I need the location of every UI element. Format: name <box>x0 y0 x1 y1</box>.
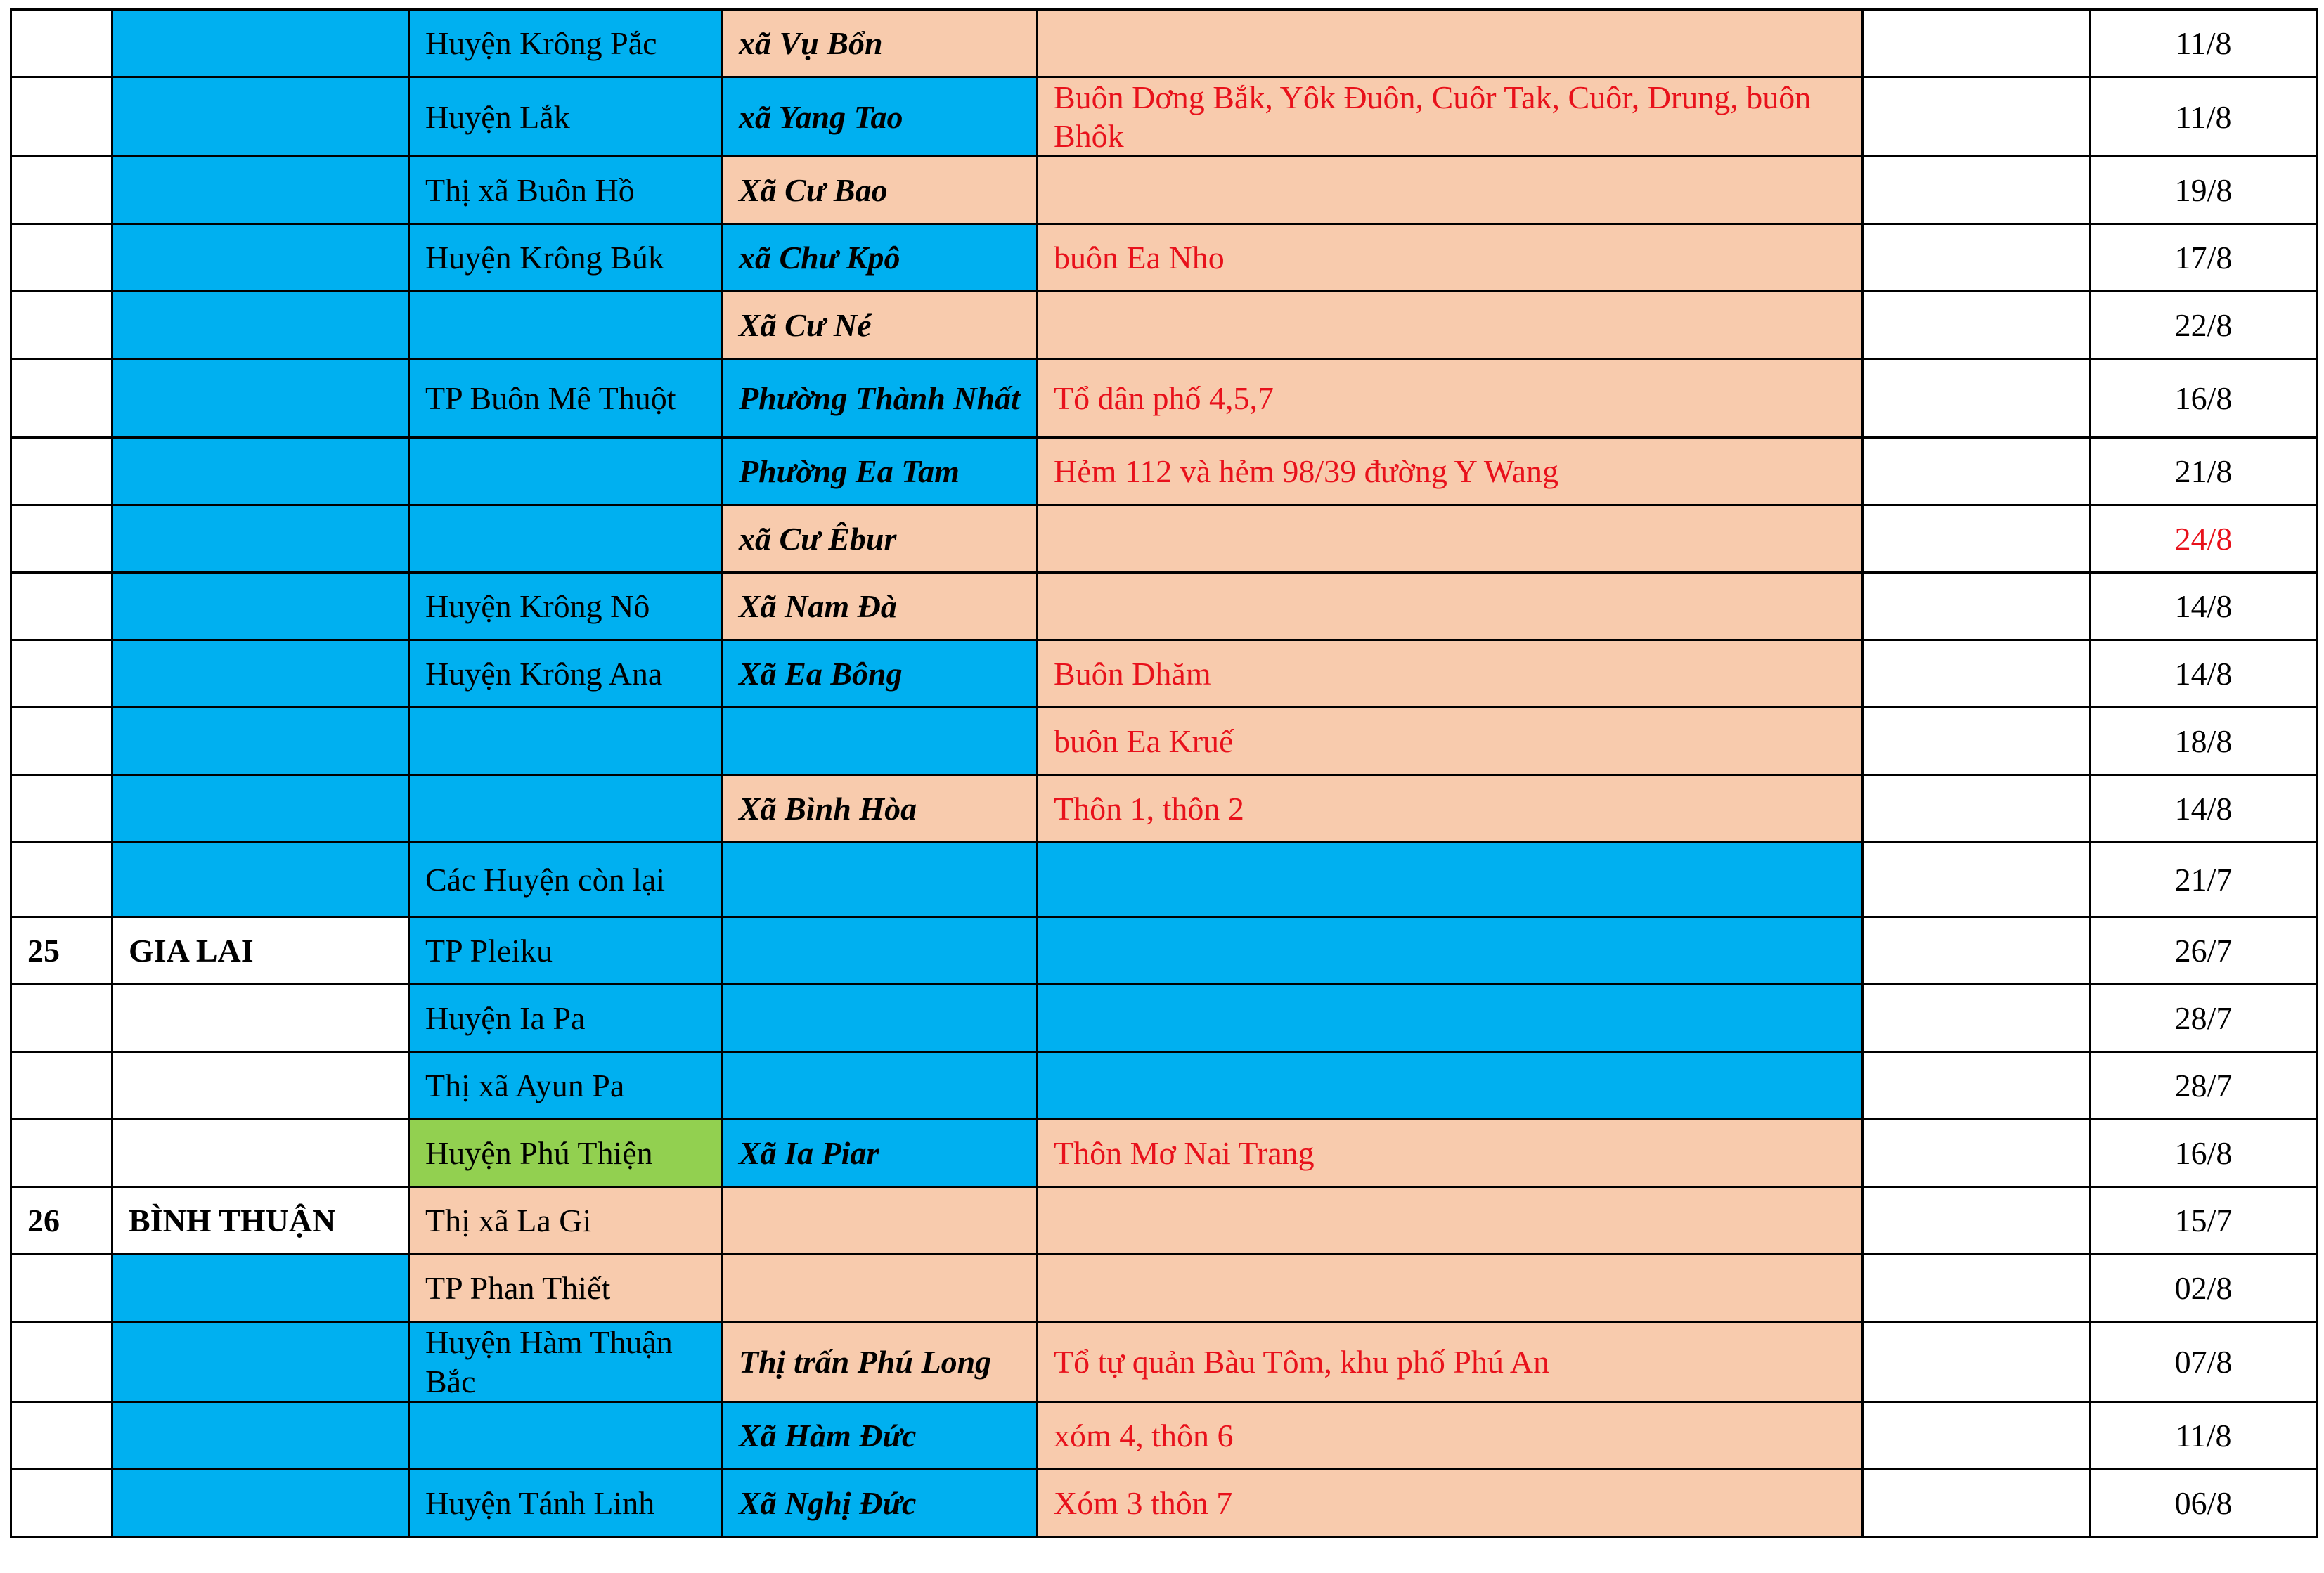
ward-cell <box>723 843 1038 917</box>
empty-cell <box>1863 359 2091 438</box>
area-cell: Buôn Dơng Bắk, Yôk Đuôn, Cuôr Tak, Cuôr, Drung, buôn Bhôk <box>1038 77 1863 157</box>
date-cell: 16/8 <box>2091 1120 2317 1187</box>
area-cell <box>1038 843 1863 917</box>
area-cell <box>1038 573 1863 640</box>
empty-cell <box>1863 1052 2091 1120</box>
district-cell <box>409 1402 723 1469</box>
province-cell <box>112 359 409 438</box>
table-row <box>11 1469 2317 1536</box>
area-cell <box>1038 917 1863 985</box>
ward-cell <box>723 1255 1038 1322</box>
table-row <box>11 708 2317 775</box>
empty-cell <box>1863 1322 2091 1402</box>
empty-cell <box>1863 1402 2091 1469</box>
area-cell <box>1038 985 1863 1052</box>
stt-cell: 26 <box>11 1187 112 1255</box>
table-row <box>11 1052 2317 1120</box>
district-cell <box>409 708 723 775</box>
district-cell <box>409 775 723 843</box>
province-cell <box>112 505 409 573</box>
table-row <box>11 1402 2317 1469</box>
province-cell <box>112 1322 409 1402</box>
province-cell <box>112 1052 409 1120</box>
ward-cell <box>723 917 1038 985</box>
ward-cell: Xã Bình Hòa <box>723 775 1038 843</box>
district-cell: Thị xã Ayun Pa <box>409 1052 723 1120</box>
province-cell <box>112 224 409 292</box>
empty-cell <box>1863 77 2091 157</box>
table-row <box>11 224 2317 292</box>
table-row <box>11 917 2317 985</box>
table-row <box>11 573 2317 640</box>
stt-cell <box>11 438 112 505</box>
date-cell: 07/8 <box>2091 1322 2317 1402</box>
date-cell: 28/7 <box>2091 985 2317 1052</box>
area-cell <box>1038 1187 1863 1255</box>
date-cell: 11/8 <box>2091 77 2317 157</box>
province-cell <box>112 775 409 843</box>
ward-cell: xã Vụ Bổn <box>723 10 1038 77</box>
stt-cell <box>11 224 112 292</box>
empty-cell <box>1863 1255 2091 1322</box>
empty-cell <box>1863 775 2091 843</box>
area-cell: Thôn 1, thôn 2 <box>1038 775 1863 843</box>
ward-cell: Xã Hàm Đức <box>723 1402 1038 1469</box>
province-cell: GIA LAI <box>112 917 409 985</box>
ward-cell: Xã Cư Né <box>723 292 1038 359</box>
province-cell <box>112 985 409 1052</box>
date-cell: 21/7 <box>2091 843 2317 917</box>
district-cell: TP Phan Thiết <box>409 1255 723 1322</box>
district-cell: Huyện Krông Búk <box>409 224 723 292</box>
table-row <box>11 640 2317 708</box>
ward-cell: Thị trấn Phú Long <box>723 1322 1038 1402</box>
district-cell: Thị xã La Gi <box>409 1187 723 1255</box>
province-cell <box>112 1469 409 1536</box>
area-cell: Buôn Dhăm <box>1038 640 1863 708</box>
province-cell <box>112 1402 409 1469</box>
stt-cell <box>11 775 112 843</box>
stt-cell <box>11 359 112 438</box>
province-cell <box>112 843 409 917</box>
empty-cell <box>1863 1469 2091 1536</box>
table-row <box>11 505 2317 573</box>
area-cell <box>1038 292 1863 359</box>
date-cell: 14/8 <box>2091 775 2317 843</box>
table-row <box>11 438 2317 505</box>
stt-cell <box>11 708 112 775</box>
date-cell: 17/8 <box>2091 224 2317 292</box>
area-cell: buôn Ea Nho <box>1038 224 1863 292</box>
date-cell: 18/8 <box>2091 708 2317 775</box>
empty-cell <box>1863 505 2091 573</box>
district-cell: Thị xã Buôn Hồ <box>409 157 723 224</box>
ward-cell: Phường Thành Nhất <box>723 359 1038 438</box>
table-row <box>11 1187 2317 1255</box>
table-row <box>11 77 2317 157</box>
stt-cell <box>11 843 112 917</box>
province-cell <box>112 640 409 708</box>
empty-cell <box>1863 1187 2091 1255</box>
date-cell: 26/7 <box>2091 917 2317 985</box>
ward-cell: Phường Ea Tam <box>723 438 1038 505</box>
ward-cell <box>723 985 1038 1052</box>
empty-cell <box>1863 438 2091 505</box>
stt-cell <box>11 1402 112 1469</box>
ward-cell: Xã Cư Bao <box>723 157 1038 224</box>
province-cell <box>112 708 409 775</box>
ward-cell <box>723 1052 1038 1120</box>
covid-zone-table <box>10 8 2318 1538</box>
empty-cell <box>1863 292 2091 359</box>
date-cell: 16/8 <box>2091 359 2317 438</box>
stt-cell <box>11 1120 112 1187</box>
district-cell: Huyện Phú Thiện <box>409 1120 723 1187</box>
empty-cell <box>1863 10 2091 77</box>
table-row <box>11 1322 2317 1402</box>
province-cell <box>112 1255 409 1322</box>
district-cell: Các Huyện còn lại <box>409 843 723 917</box>
stt-cell <box>11 573 112 640</box>
empty-cell <box>1863 985 2091 1052</box>
stt-cell <box>11 505 112 573</box>
ward-cell: xã Cư Êbur <box>723 505 1038 573</box>
district-cell <box>409 505 723 573</box>
empty-cell <box>1863 640 2091 708</box>
province-cell: BÌNH THUẬN <box>112 1187 409 1255</box>
area-cell <box>1038 157 1863 224</box>
district-cell: TP Buôn Mê Thuột <box>409 359 723 438</box>
empty-cell <box>1863 1120 2091 1187</box>
ward-cell: Xã Nam Đà <box>723 573 1038 640</box>
area-cell <box>1038 505 1863 573</box>
date-cell: 11/8 <box>2091 1402 2317 1469</box>
district-cell <box>409 292 723 359</box>
ward-cell: Xã Ea Bông <box>723 640 1038 708</box>
ward-cell: xã Yang Tao <box>723 77 1038 157</box>
stt-cell <box>11 77 112 157</box>
table-row <box>11 775 2317 843</box>
ward-cell: Xã Ia Piar <box>723 1120 1038 1187</box>
district-cell: Huyện Lắk <box>409 77 723 157</box>
table-row <box>11 1120 2317 1187</box>
province-cell <box>112 10 409 77</box>
stt-cell <box>11 1052 112 1120</box>
district-cell <box>409 438 723 505</box>
table-row <box>11 985 2317 1052</box>
area-cell: Xóm 3 thôn 7 <box>1038 1469 1863 1536</box>
ward-cell <box>723 708 1038 775</box>
area-cell: buôn Ea Kruế <box>1038 708 1863 775</box>
date-cell: 19/8 <box>2091 157 2317 224</box>
area-cell <box>1038 10 1863 77</box>
stt-cell: 25 <box>11 917 112 985</box>
district-cell: Huyện Krông Pắc <box>409 10 723 77</box>
ward-cell: xã Chư Kpô <box>723 224 1038 292</box>
area-cell: Tổ dân phố 4,5,7 <box>1038 359 1863 438</box>
province-cell <box>112 77 409 157</box>
date-cell: 02/8 <box>2091 1255 2317 1322</box>
district-cell: Huyện Ia Pa <box>409 985 723 1052</box>
empty-cell <box>1863 917 2091 985</box>
stt-cell <box>11 985 112 1052</box>
area-cell: Tổ tự quản Bàu Tôm, khu phố Phú An <box>1038 1322 1863 1402</box>
district-cell: Huyện Hàm Thuận Bắc <box>409 1322 723 1402</box>
area-cell <box>1038 1052 1863 1120</box>
empty-cell <box>1863 224 2091 292</box>
district-cell: Huyện Tánh Linh <box>409 1469 723 1536</box>
ward-cell <box>723 1187 1038 1255</box>
district-cell: TP Pleiku <box>409 917 723 985</box>
area-cell: Thôn Mơ Nai Trang <box>1038 1120 1863 1187</box>
province-cell <box>112 438 409 505</box>
table-row <box>11 359 2317 438</box>
area-cell <box>1038 1255 1863 1322</box>
date-cell: 06/8 <box>2091 1469 2317 1536</box>
area-cell: Hẻm 112 và hẻm 98/39 đường Y Wang <box>1038 438 1863 505</box>
province-cell <box>112 292 409 359</box>
table-row <box>11 843 2317 917</box>
empty-cell <box>1863 573 2091 640</box>
district-cell: Huyện Krông Ana <box>409 640 723 708</box>
province-cell <box>112 573 409 640</box>
stt-cell <box>11 1322 112 1402</box>
empty-cell <box>1863 843 2091 917</box>
stt-cell <box>11 157 112 224</box>
table-row <box>11 1255 2317 1322</box>
province-cell <box>112 1120 409 1187</box>
stt-cell <box>11 1255 112 1322</box>
table-row <box>11 157 2317 224</box>
date-cell: 21/8 <box>2091 438 2317 505</box>
empty-cell <box>1863 157 2091 224</box>
date-cell: 14/8 <box>2091 640 2317 708</box>
table-row <box>11 10 2317 77</box>
stt-cell <box>11 1469 112 1536</box>
table-row <box>11 292 2317 359</box>
date-cell: 11/8 <box>2091 10 2317 77</box>
stt-cell <box>11 640 112 708</box>
district-cell: Huyện Krông Nô <box>409 573 723 640</box>
date-cell: 14/8 <box>2091 573 2317 640</box>
date-cell: 28/7 <box>2091 1052 2317 1120</box>
date-cell: 22/8 <box>2091 292 2317 359</box>
date-cell: 24/8 <box>2091 505 2317 573</box>
province-cell <box>112 157 409 224</box>
stt-cell <box>11 292 112 359</box>
empty-cell <box>1863 708 2091 775</box>
date-cell: 15/7 <box>2091 1187 2317 1255</box>
area-cell: xóm 4, thôn 6 <box>1038 1402 1863 1469</box>
stt-cell <box>11 10 112 77</box>
ward-cell: Xã Nghị Đức <box>723 1469 1038 1536</box>
